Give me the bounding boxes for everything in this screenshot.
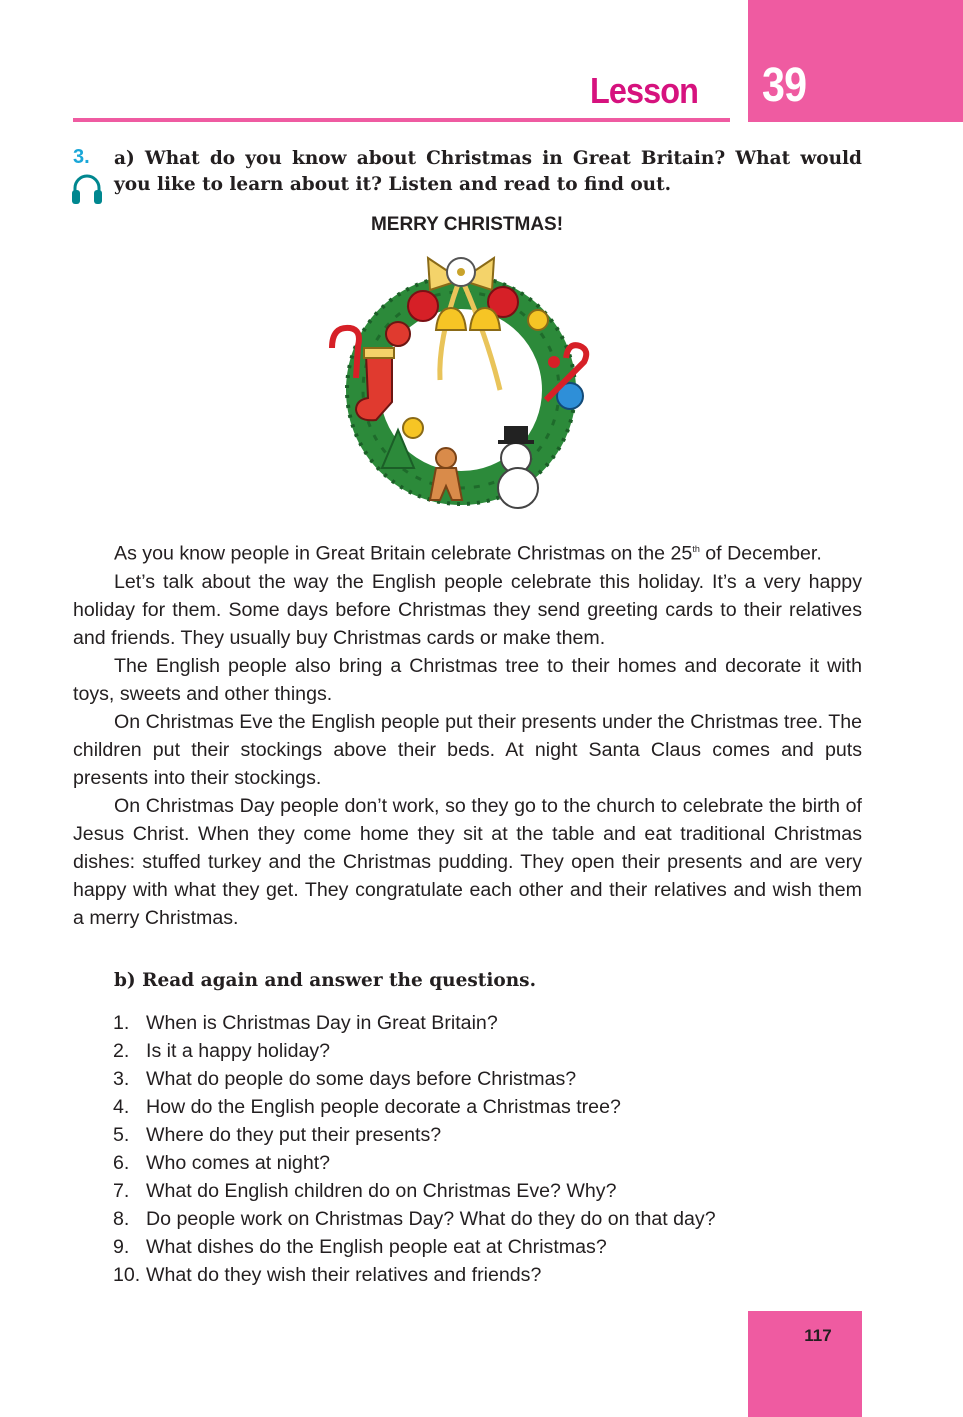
task-a-instruction: a) What do you know about Christmas in Great Britain? What would you like to learn about it? Listen and read to find out. <box>114 148 862 195</box>
task-b-instruction: b) Read again and answer the questions. <box>114 970 537 991</box>
list-item: 4. How do the English people decorate a Christmas tree? <box>113 1096 621 1118</box>
paragraph: On Christmas Day people don’t work, so they go to the church to celebrate the birth of Jesus Christ. When they come home they sit at the table and eat traditional Christmas dishes: stuffed turkey and the Christmas pudding. They open their presents and are very happy with what they get. They congratulate each other and their relatives and wish them a merry Christmas. <box>73 794 862 929</box>
paragraph: On Christmas Eve the English people put their presents under the Christmas tree. The children put their stockings above their beds. At night Santa Claus comes and puts presents into their stockings. <box>73 710 862 789</box>
list-item: 2. Is it a happy holiday? <box>113 1040 331 1062</box>
list-item: 8. Do people work on Christmas Day? What do they do on that day? <box>113 1208 716 1230</box>
paragraph: Let’s talk about the way the English people celebrate this holiday. It’s a very happy holiday for them. Some days before Christmas they send greeting cards to their relatives and friends. They usually buy Christmas cards or make them. <box>73 570 862 649</box>
list-item: 3. What do people do some days before Christmas? <box>113 1068 577 1090</box>
lesson-label: Lesson <box>590 70 699 111</box>
question-list <box>73 1009 862 1289</box>
list-item: 7. What do English children do on Christmas Eve? Why? <box>113 1180 617 1202</box>
list-item: 10. What do they wish their relatives and friends? <box>113 1264 542 1286</box>
headphones-icon[interactable] <box>71 172 103 206</box>
list-item: 5. Where do they put their presents? <box>113 1124 442 1146</box>
text-title: MERRY CHRISTMAS! <box>370 214 564 235</box>
page-number: 117 <box>804 1326 832 1345</box>
header-rule <box>73 118 730 122</box>
paragraph: As you know people in Great Britain celebrate Christmas on the 25th of December. <box>114 542 822 565</box>
list-item: 1. When is Christmas Day in Great Britain? <box>113 1012 498 1034</box>
list-item: 6. Who comes at night? <box>113 1152 331 1174</box>
reading-text <box>73 535 862 932</box>
list-item: 9. What dishes do the English people eat at Christmas? <box>113 1236 607 1258</box>
lesson-number: 39 <box>762 59 807 112</box>
paragraph: The English people also bring a Christmas tree to their homes and decorate it with toys, sweets and other things. <box>73 654 862 705</box>
christmas-wreath-illustration <box>318 250 604 518</box>
exercise-number: 3. <box>73 146 90 168</box>
